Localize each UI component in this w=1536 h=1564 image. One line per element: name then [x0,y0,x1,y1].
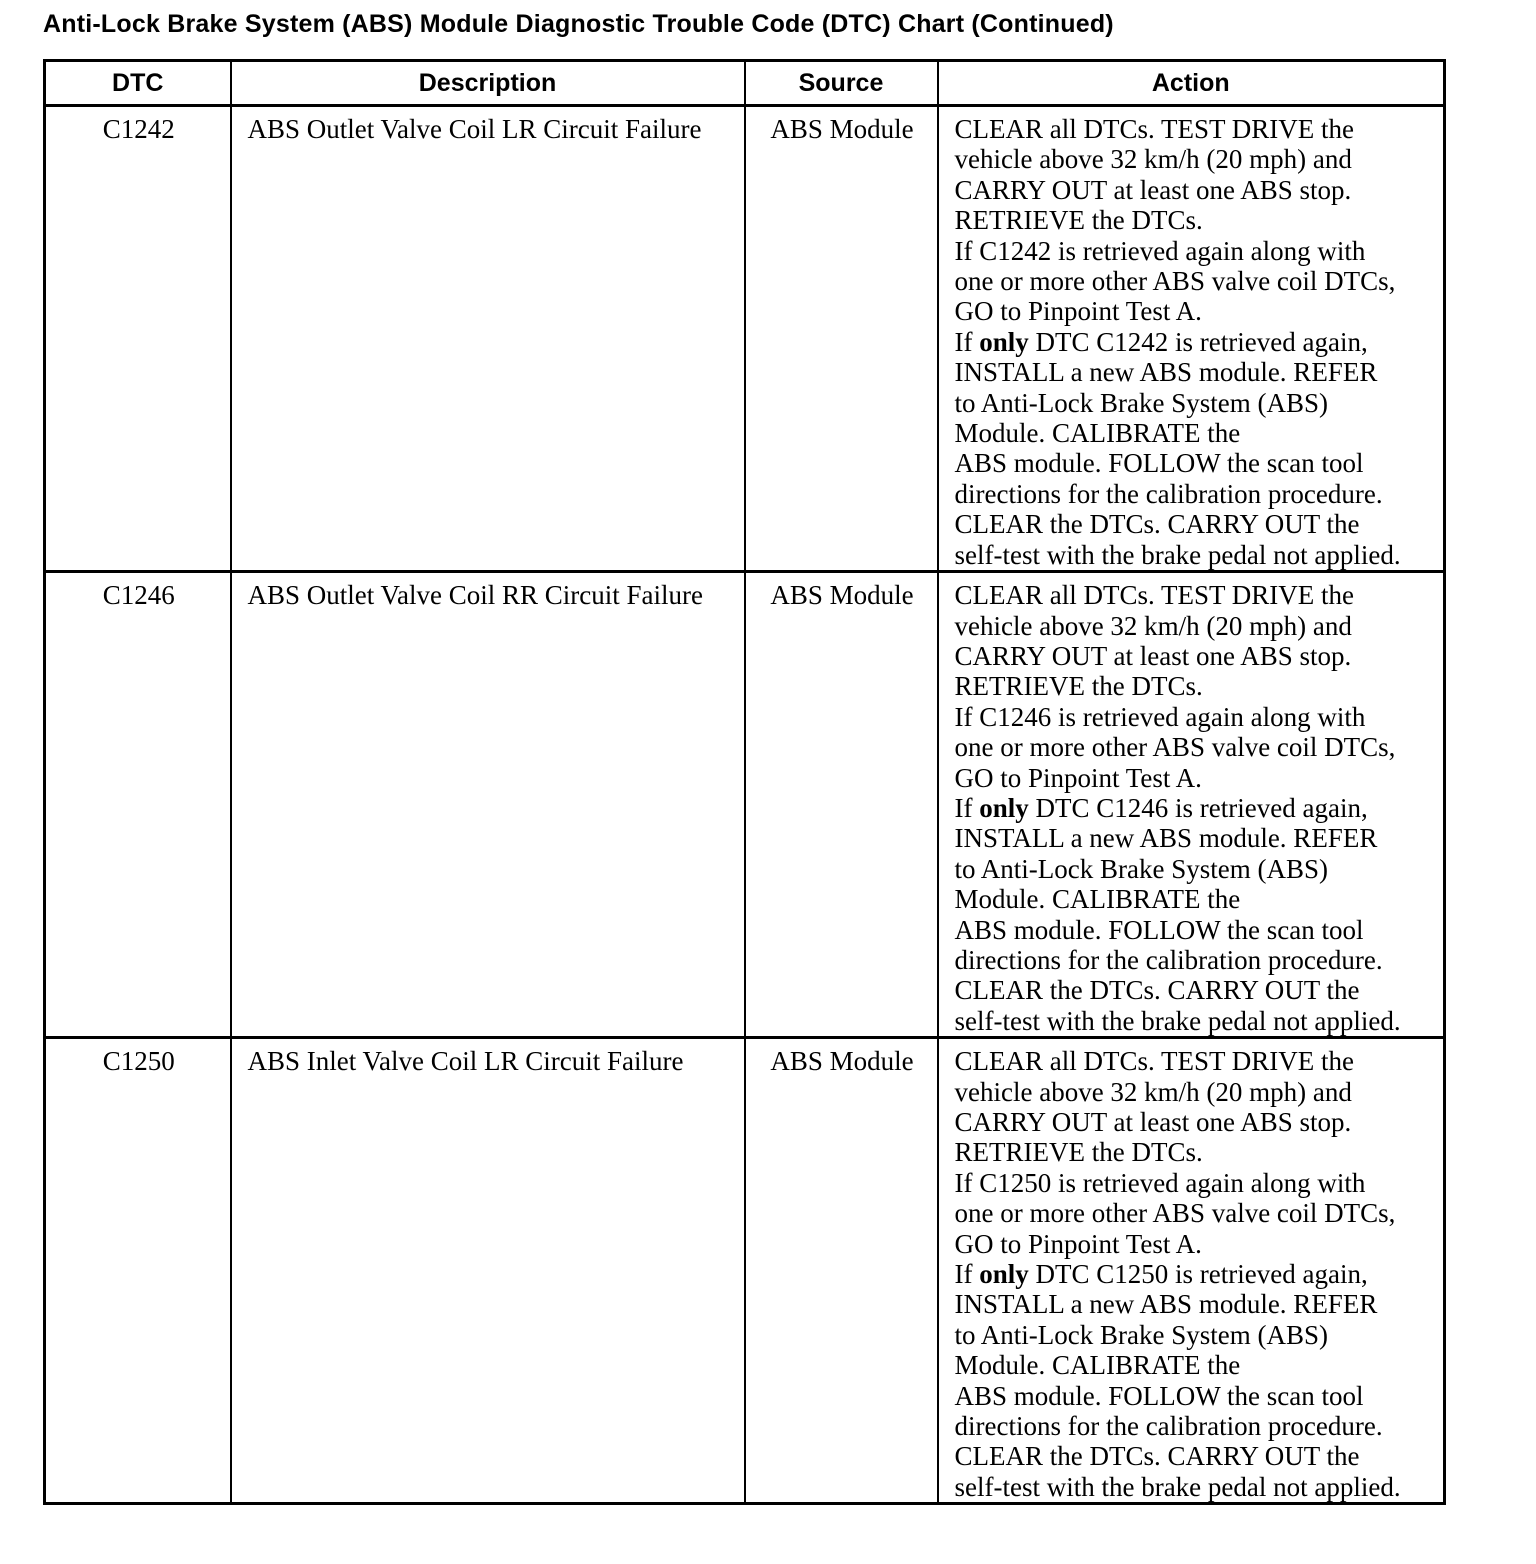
action-line: one or more other ABS valve coil DTCs, [954,732,1396,763]
dtc-description: ABS Outlet Valve Coil LR Circuit Failure [231,106,745,572]
action-text: DTC C1250 is retrieved again, [1028,1259,1368,1290]
action-line: RETRIEVE the DTCs. [954,671,1203,702]
action-line: Module. CALIBRATE the [954,418,1241,449]
page-title: Anti-Lock Brake System (ABS) Module Diagnostic Trouble Code (DTC) Chart (Continued) [43,10,1114,38]
action-line: vehicle above 32 km/h (20 mph) and [954,144,1352,175]
action-line: If C1250 is retrieved again along with [954,1167,1366,1198]
action-text: If [954,1259,980,1290]
action-text: DTC C1246 is retrieved again, [1028,792,1368,823]
table-row [45,572,1445,1038]
action-line: to Anti-Lock Brake System (ABS) [954,853,1328,884]
dtc-source: ABS Module [745,572,938,1038]
action-line [955,793,1430,823]
action-line: self-test with the brake pedal not applied. [954,1005,1401,1036]
action-line: CLEAR the DTCs. CARRY OUT the [954,975,1360,1006]
column-header-description: Description [231,61,745,106]
action-line: RETRIEVE the DTCs. [954,205,1203,236]
action-line: ABS module. FOLLOW the scan tool [954,1380,1364,1411]
action-line: INSTALL a new ABS module. REFER [954,357,1378,388]
dtc-source: ABS Module [745,106,938,572]
action-line: vehicle above 32 km/h (20 mph) and [954,1076,1352,1107]
column-header-dtc: DTC [45,61,231,106]
action-line: one or more other ABS valve coil DTCs, [954,1198,1396,1229]
table-row [45,106,1445,572]
action-line: CLEAR the DTCs. CARRY OUT the [954,1441,1360,1472]
action-line: If C1242 is retrieved again along with [954,235,1366,266]
action-line: ABS module. FOLLOW the scan tool [954,448,1364,479]
dtc-source: ABS Module [745,1038,938,1504]
action-line [955,1259,1430,1289]
column-header-source: Source [745,61,938,106]
dtc-code: C1242 [45,106,231,572]
action-line: CLEAR all DTCs. TEST DRIVE the [954,114,1354,144]
action-line: CARRY OUT at least one ABS stop. [954,1107,1352,1137]
emphasis-text: only [979,1259,1029,1290]
action-line: If C1246 is retrieved again along with [954,701,1366,732]
action-line: CARRY OUT at least one ABS stop. [954,174,1352,205]
action-text: If [954,792,980,823]
action-line: CLEAR all DTCs. TEST DRIVE the [954,1046,1354,1077]
dtc-chart-table [43,59,1446,1505]
action-line: one or more other ABS valve coil DTCs, [954,266,1396,297]
action-line: GO to Pinpoint Test A. [954,296,1202,327]
action-line: INSTALL a new ABS module. REFER [954,823,1378,854]
action-line: INSTALL a new ABS module. REFER [954,1289,1378,1320]
dtc-action [938,1038,1445,1504]
action-line: CARRY OUT at least one ABS stop. [954,640,1352,671]
action-text: DTC C1242 is retrieved again, [1028,326,1368,357]
action-line: GO to Pinpoint Test A. [954,1228,1202,1259]
dtc-description: ABS Inlet Valve Coil LR Circuit Failure [231,1038,745,1504]
action-line: RETRIEVE the DTCs. [954,1137,1203,1168]
dtc-code: C1246 [45,572,231,1038]
action-line [955,327,1430,357]
action-line: Module. CALIBRATE the [954,884,1241,915]
dtc-description: ABS Outlet Valve Coil RR Circuit Failure [231,572,745,1038]
dtc-action [938,106,1445,572]
action-line: CLEAR all DTCs. TEST DRIVE the [954,580,1354,611]
action-line: vehicle above 32 km/h (20 mph) and [954,610,1352,641]
action-line: to Anti-Lock Brake System (ABS) [954,1319,1328,1350]
action-line: directions for the calibration procedure. [954,1411,1383,1442]
action-line: Module. CALIBRATE the [954,1350,1241,1381]
action-text: If [954,326,980,357]
column-header-action: Action [938,61,1445,106]
action-line: to Anti-Lock Brake System (ABS) [954,387,1328,418]
table-header-row [45,61,1445,106]
action-line: self-test with the brake pedal not applied. [954,1471,1401,1502]
action-line: self-test with the brake pedal not applied. [954,539,1401,570]
action-line: directions for the calibration procedure. [954,944,1383,975]
action-line: directions for the calibration procedure. [954,478,1383,509]
emphasis-text: only [979,326,1029,357]
action-line: GO to Pinpoint Test A. [954,762,1202,793]
table-row [45,1038,1445,1504]
action-line: CLEAR the DTCs. CARRY OUT the [954,509,1360,540]
emphasis-text: only [979,792,1029,823]
action-line: ABS module. FOLLOW the scan tool [954,914,1364,945]
dtc-code: C1250 [45,1038,231,1504]
dtc-action [938,572,1445,1038]
